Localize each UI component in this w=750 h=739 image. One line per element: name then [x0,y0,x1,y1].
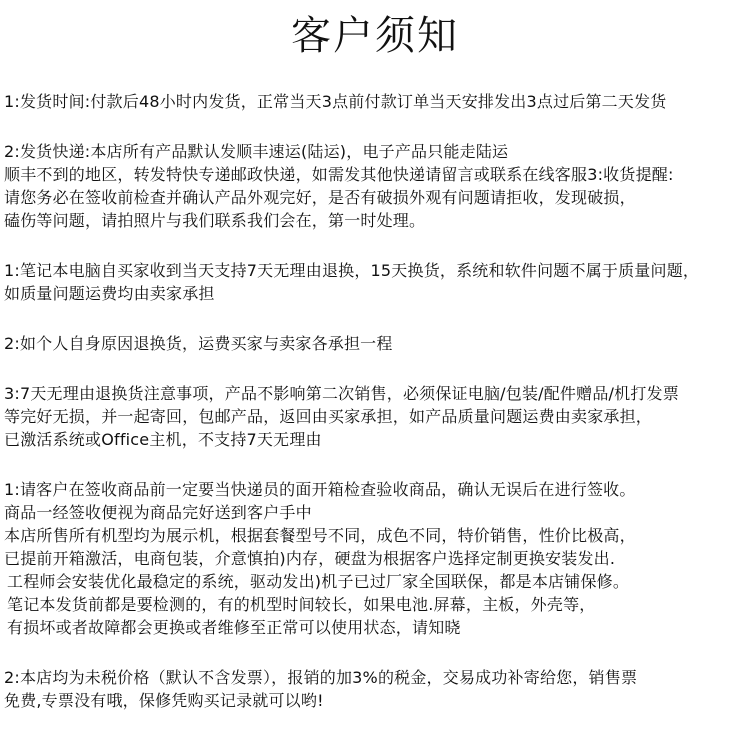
notice-line: 有损坏或者故障都会更换或者维修至正常可以使用状态，请知晓 [7,618,461,637]
notice-line: 本店所售所有机型均为展示机，根据套餐型号不同，成色不同，特价销售，性价比极高， [4,526,636,545]
notice-line: 如质量问题运费均由卖家承担 [4,284,215,303]
notice-inspection [4,478,748,639]
notice-line: 商品一经签收便视为商品完好送到客户手中 [4,503,312,522]
notice-invoice [4,666,748,712]
notice-line: 2:发货快递:本店所有产品默认发顺丰速运(陆运)，电子产品只能走陆运 [4,142,509,161]
notice-line: 1:发货时间:付款后48小时内发货，正常当天3点前付款订单当天安排发出3点过后第二天发货 [4,92,667,111]
page-title: 客户须知 [291,13,459,59]
notice-line: 1:请客户在签收商品前一定要当快递员的面开箱检查验收商品，确认无误后在进行签收。 [4,480,636,499]
notice-personal-return [4,332,748,355]
notice-line: 2:本店均为未税价格（默认不含发票），报销的加3%的税金，交易成功补寄给您，销售票 [4,668,638,687]
notice-line: 等完好无损，并一起寄回，包邮产品，返回由买家承担，如产品质量问题运费由卖家承担， [4,407,653,426]
notice-line: 2:如个人自身原因退换货，运费买家与卖家各承担一程 [4,334,393,353]
notice-line: 已提前开箱激活，电商包装，介意慎拍)内存，硬盘为根据客户选择定制更换安装发出. [4,549,616,568]
notice-line: 工程师会安装优化最稳定的系统，驱动发出)机子已过厂家全国联保，都是本店铺保修。 [7,572,630,591]
notice-line: 3:7天无理由退换货注意事项，产品不影响第二次销售，必须保证电脑/包装/配件赠品/机打发票 [4,384,679,403]
notice-list [4,90,748,739]
notice-line: 顺丰不到的地区，转发特快专递邮政快递，如需发其他快递请留言或联系在线客服3:收货提醒: [4,165,674,184]
notice-line: 磕伤等问题，请拍照片与我们联系我们会在，第一时处理。 [4,211,426,230]
notice-line: 1:笔记本电脑自买家收到当天支持7天无理由退换，15天换货，系统和软件问题不属于质量问题， [4,261,700,280]
notice-line: 免费,专票没有哦，保修凭购买记录就可以哟! [4,691,324,710]
notice-line: 请您务必在签收前检查并确认产品外观完好，是否有破损外观有问题请拒收，发现破损， [4,188,636,207]
notice-return-policy [4,259,748,305]
notice-shipping-time [4,90,748,113]
notice-return-conditions [4,382,748,451]
notice-shipping-courier [4,140,748,232]
notice-line: 已激活系统或Office主机，不支持7天无理由 [4,430,322,449]
notice-line: 笔记本发货前都是要检测的，有的机型时间较长，如果电池.屏幕，主板，外壳等， [7,595,596,614]
